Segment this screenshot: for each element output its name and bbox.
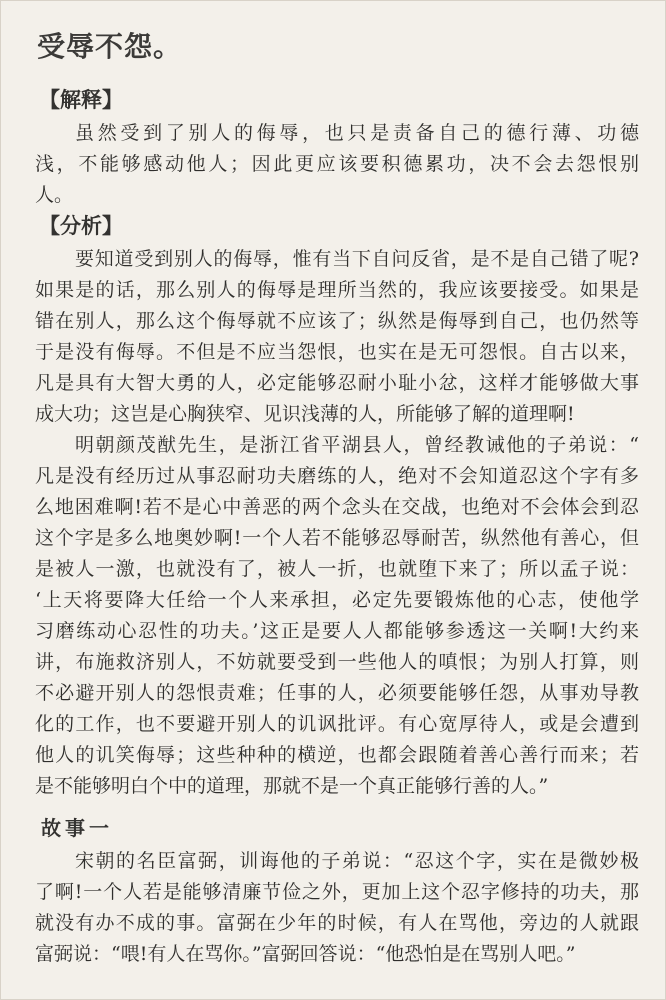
- text-line: 他人的讥笑侮辱；这些种种的横逆，也都会跟随着善心善行而来；若: [35, 744, 639, 766]
- text-line: 么地困难啊!若不是心中善恶的两个念头在交战，也绝对不会体会到忍: [35, 496, 639, 518]
- text-line: 于是没有侮辱。不但是不应当怨恨，也实在是无可怨恨。自古以来，: [35, 341, 639, 363]
- text-line: 要知道受到别人的侮辱，惟有当下自问反省，是不是自己错了呢?: [75, 248, 639, 270]
- text-line: 是不能够明白个中的道理，那就不是一个真正能够行善的人。”: [35, 775, 549, 797]
- text-line: 如果是的话，那么别人的侮辱是理所当然的，我应该要接受。如果是: [35, 279, 639, 301]
- page-title: 受辱不怨。: [37, 30, 183, 63]
- text-line: 人。: [35, 184, 74, 206]
- text-line: 了啊!一个人若是能够清廉节俭之外，更加上这个忍字修持的功夫，那: [35, 881, 639, 903]
- explain-heading: 【解释】: [39, 87, 123, 112]
- text-line: 虽然受到了别人的侮辱，也只是责备自己的德行薄、功德: [75, 122, 639, 144]
- text-line: 这个字是多么地奥妙啊!一个人若不能够忍辱耐苦，纵然他有善心，但: [35, 527, 639, 549]
- text-line: 不必避开别人的怨恨责难；任事的人，必须要能够任怨，从事劝导教: [35, 682, 639, 704]
- text-line: 化的工作，也不要避开别人的讥讽批评。有心宽厚待人，或是会遭到: [35, 713, 639, 735]
- text-line: 宋朝的名臣富弼，训诲他的子弟说：“忍这个字，实在是微妙极: [75, 850, 639, 872]
- text-line: ‘上天将要降大任给一个人来承担，必定先要锻炼他的心志，使他学: [35, 589, 639, 611]
- analysis-paragraph-1: [35, 244, 639, 430]
- analysis-paragraph-2: [35, 430, 639, 802]
- text-line: 错在别人，那么这个侮辱就不应该了；纵然是侮辱到自己，也仍然等: [35, 310, 639, 332]
- text-line: 凡是没有经历过从事忍耐功夫磨练的人，绝对不会知道忍这个字有多: [35, 465, 639, 487]
- text-line: 习磨练动心忍性的功夫。’这正是要人人都能够参透这一关啊!大约来: [35, 620, 639, 642]
- analysis-heading: 【分析】: [39, 213, 123, 238]
- story-heading: 故事一: [41, 816, 113, 840]
- text-line: 富弼说：“喂!有人在骂你。”富弼回答说：“他恐怕是在骂别人吧。”: [35, 943, 576, 965]
- text-line: 浅，不能够感动他人；因此更应该要积德累功，决不会去怨恨别: [35, 153, 639, 175]
- story-paragraph: [35, 846, 639, 970]
- text-line: 凡是具有大智大勇的人，必定能够忍耐小耻小忿，这样才能够做大事: [35, 372, 639, 394]
- text-line: 是被人一激，也就没有了，被人一折，也就堕下来了；所以孟子说：: [35, 558, 639, 580]
- explain-paragraph: [35, 118, 639, 211]
- text-line: 成大功；这岂是心胸狭窄、见识浅薄的人，所能够了解的道理啊!: [35, 403, 575, 425]
- text-line: 明朝颜茂猷先生，是浙江省平湖县人，曾经教诫他的子弟说：“: [75, 434, 639, 456]
- text-line: 就没有办不成的事。富弼在少年的时候，有人在骂他，旁边的人就跟: [35, 912, 639, 934]
- text-line: 讲，布施救济别人，不妨就要受到一些他人的嗔恨；为别人打算，则: [35, 651, 639, 673]
